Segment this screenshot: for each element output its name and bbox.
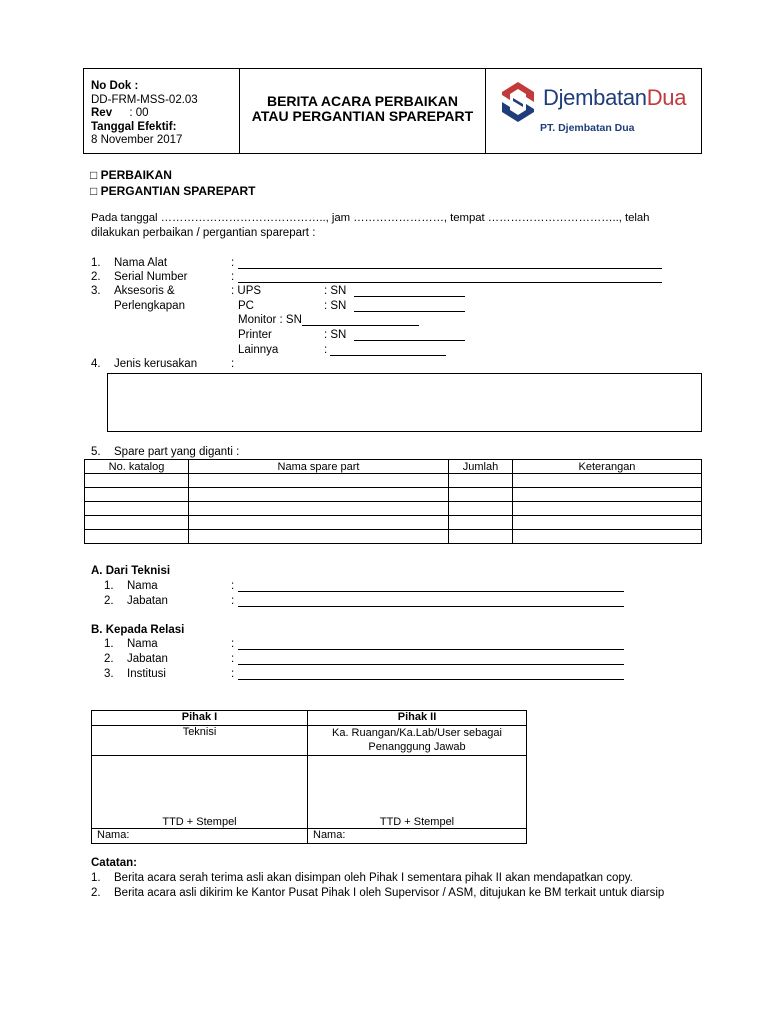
item-number: 1. [104, 580, 114, 592]
company-name: PT. Djembatan Dua [540, 122, 635, 134]
item-number: 2. [104, 595, 114, 607]
document-title [240, 69, 486, 153]
signature-area-row [92, 756, 527, 829]
teknisi-section-title: A. Dari Teknisi [91, 565, 171, 577]
ups-label: : UPS [231, 285, 262, 297]
table-cell[interactable] [513, 474, 702, 488]
colon: : [231, 358, 235, 370]
note-1: Berita acara serah terima asli akan disimpan oleh Pihak I sementara pihak II akan mendapatkan copy. [114, 872, 633, 884]
tanggal-efektif-label: Tanggal Efektif: [91, 120, 177, 133]
table-cell[interactable] [449, 474, 513, 488]
table-cell[interactable] [449, 488, 513, 502]
relasi-jabatan-label: Jabatan [127, 653, 168, 665]
table-header-row [85, 460, 702, 474]
relasi-nama-field[interactable] [238, 640, 624, 650]
option-pergantian[interactable] [90, 184, 256, 198]
intro-line-2: dilakukan perbaikan / pergantian sparepart : [91, 227, 316, 239]
item-number: 2. [91, 271, 101, 283]
table-cell[interactable] [189, 488, 449, 502]
serial-number-field[interactable] [238, 273, 662, 283]
rev-value: : 00 [129, 107, 149, 119]
column-header: Keterangan [513, 460, 702, 474]
nama-alat-field[interactable] [238, 259, 662, 269]
table-cell[interactable] [513, 488, 702, 502]
notes-title: Catatan: [91, 857, 138, 869]
title-line-2: ATAU PERGANTIAN SPAREPART [251, 108, 474, 124]
colon: : [231, 257, 235, 269]
note-2: Berita acara asli dikirim ke Kantor Pusat Pihak I oleh Supervisor / ASM, ditujukan ke BM terkait untuk diarsip [114, 887, 665, 899]
logo-text-main: Djembatan [543, 85, 647, 110]
pihak-1-role [92, 726, 308, 756]
table-row [85, 502, 702, 516]
option-label: PERGANTIAN SPAREPART [100, 184, 256, 198]
teknisi-nama-field[interactable] [238, 582, 624, 592]
colon: : [231, 638, 235, 650]
jenis-kerusakan-textarea[interactable] [107, 373, 702, 432]
serial-number-label: Serial Number [114, 271, 188, 283]
item-number: 4. [91, 358, 101, 370]
item-number: 1. [104, 638, 114, 650]
signature-header-row [92, 711, 527, 726]
lainnya-label: Lainnya [238, 344, 279, 356]
no-dok-value: DD-FRM-MSS-02.03 [91, 93, 198, 106]
pc-sn-field[interactable] [354, 302, 465, 312]
spare-part-table [84, 459, 702, 544]
ups-sn-label: : SN [324, 285, 347, 297]
colon: : [231, 271, 235, 283]
checkbox-icon[interactable]: □ [90, 168, 98, 182]
ttd-stempel-label: TTD + Stempel [379, 816, 455, 828]
jenis-kerusakan-label: Jenis kerusakan [114, 358, 198, 370]
item-number: 3. [91, 285, 101, 297]
table-cell[interactable] [449, 502, 513, 516]
pihak-2-nama[interactable] [308, 829, 527, 844]
printer-sn-field[interactable] [354, 331, 465, 341]
table-cell[interactable] [85, 488, 189, 502]
relasi-institusi-label: Institusi [127, 668, 166, 680]
signature-name-row [92, 829, 527, 844]
pihak-2-role-line-2: Penanggung Jawab [368, 741, 466, 753]
lainnya-field[interactable] [330, 346, 446, 356]
table-cell[interactable] [513, 530, 702, 544]
pihak-1-role-text: Teknisi [182, 726, 217, 738]
document-header [83, 68, 702, 154]
table-cell[interactable] [189, 502, 449, 516]
item-number: 3. [104, 668, 114, 680]
company-logo-icon [499, 80, 537, 124]
pihak-2-header: Pihak II [308, 711, 527, 726]
option-perbaikan[interactable] [90, 168, 172, 182]
tanggal-efektif-value: 8 November 2017 [91, 134, 183, 146]
company-logo-block [486, 69, 701, 153]
option-label: PERBAIKAN [100, 168, 172, 182]
teknisi-nama-label: Nama [127, 580, 158, 592]
relasi-institusi-field[interactable] [238, 670, 624, 680]
table-cell[interactable] [449, 530, 513, 544]
nama-label: Nama: [97, 829, 130, 841]
pihak-1-nama[interactable] [92, 829, 308, 844]
monitor-sn-field[interactable] [302, 316, 419, 326]
title-line-1: BERITA ACARA PERBAIKAN [266, 93, 459, 109]
relasi-jabatan-field[interactable] [238, 655, 624, 665]
ups-sn-field[interactable] [354, 287, 465, 297]
printer-sn-label: : SN [324, 329, 347, 341]
table-cell[interactable] [189, 530, 449, 544]
pc-sn-label: : SN [324, 300, 347, 312]
table-row [85, 530, 702, 544]
relasi-nama-label: Nama [127, 638, 158, 650]
pihak-2-role-line-1: Ka. Ruangan/Ka.Lab/User sebagai [331, 727, 502, 739]
intro-line-1: Pada tanggal …………………………………….., jam ……………………, tempat …………………………….., telah [91, 212, 650, 224]
no-dok-label: No Dok : [91, 80, 139, 92]
item-number: 2. [91, 887, 101, 899]
perlengkapan-label: Perlengkapan [114, 300, 185, 312]
monitor-sn-label: Monitor : SN [238, 314, 302, 326]
column-header: Jumlah [449, 460, 513, 474]
table-cell[interactable] [85, 530, 189, 544]
item-number: 5. [91, 446, 101, 458]
table-row [85, 474, 702, 488]
logo-wordmark [543, 85, 686, 111]
table-cell[interactable] [85, 516, 189, 530]
table-row [85, 488, 702, 502]
colon: : [231, 595, 235, 607]
column-header: No. katalog [85, 460, 189, 474]
doc-info [84, 69, 240, 153]
colon: : [324, 344, 328, 356]
teknisi-jabatan-label: Jabatan [127, 595, 168, 607]
pihak-1-header: Pihak I [92, 711, 308, 726]
aksesoris-label: Aksesoris & [114, 285, 175, 297]
item-number: 1. [91, 257, 101, 269]
table-cell[interactable] [85, 502, 189, 516]
table-cell[interactable] [513, 502, 702, 516]
nama-alat-label: Nama Alat [114, 257, 168, 269]
colon: : [231, 668, 235, 680]
teknisi-jabatan-field[interactable] [238, 597, 624, 607]
nama-label: Nama: [313, 829, 346, 841]
table-cell[interactable] [189, 516, 449, 530]
signature-table [91, 710, 527, 844]
table-cell[interactable] [85, 474, 189, 488]
pihak-2-signature-area[interactable] [308, 756, 527, 829]
pc-label: PC [238, 300, 254, 312]
printer-label: Printer [238, 329, 272, 341]
spare-part-label: Spare part yang diganti : [114, 446, 240, 458]
checkbox-icon[interactable]: □ [90, 184, 98, 198]
logo-text-accent: Dua [646, 85, 687, 110]
rev-label: Rev [91, 107, 113, 119]
table-row [85, 516, 702, 530]
table-cell[interactable] [189, 474, 449, 488]
colon: : [231, 580, 235, 592]
column-header: Nama spare part [189, 460, 449, 474]
signature-role-row [92, 726, 527, 756]
item-number: 1. [91, 872, 101, 884]
relasi-section-title: B. Kepada Relasi [91, 624, 185, 636]
pihak-1-signature-area[interactable] [92, 756, 308, 829]
colon: : [231, 653, 235, 665]
table-cell[interactable] [513, 516, 702, 530]
item-number: 2. [104, 653, 114, 665]
table-cell[interactable] [449, 516, 513, 530]
ttd-stempel-label: TTD + Stempel [162, 816, 237, 828]
pihak-2-role [308, 726, 527, 756]
